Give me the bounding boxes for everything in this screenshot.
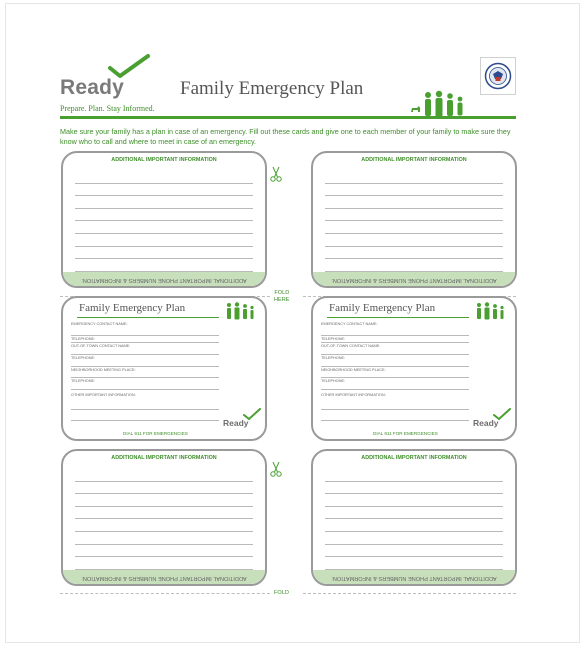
form-field-line[interactable] [321, 377, 469, 378]
card-strip-text: ADDITIONAL IMPORTANT PHONE NUMBERS & INFORMATION: [331, 277, 497, 283]
scissors-icon [270, 166, 282, 182]
fold-here-text: HERE [274, 296, 290, 303]
plan-form-card [61, 296, 267, 441]
fold-label-text: FOLD [274, 290, 290, 296]
form-field-line[interactable] [321, 335, 469, 336]
card-strip-text: ADDITIONAL IMPORTANT PHONE NUMBERS & INFORMATION: [331, 575, 497, 581]
form-field-label: OUT-OF-TOWN CONTACT NAME: [71, 344, 131, 348]
form-field-line[interactable] [71, 354, 219, 355]
fold-label-text: FOLD [274, 590, 289, 596]
card-heading: ADDITIONAL IMPORTANT INFORMATION [111, 157, 217, 163]
form-field-line[interactable] [321, 389, 469, 390]
plan-form-card [311, 296, 517, 441]
form-card-title: Family Emergency Plan [329, 302, 436, 314]
family-silhouette-icon [219, 302, 263, 320]
fold-line [60, 593, 270, 594]
form-card-ready: Ready [223, 418, 249, 428]
fold-line [303, 593, 516, 594]
form-field-label: OTHER IMPORTANT INFORMATION: [71, 393, 136, 397]
header-rule [60, 116, 516, 119]
card-strip-text: ADDITIONAL IMPORTANT PHONE NUMBERS & INFORMATION: [81, 575, 247, 581]
form-field-line[interactable] [321, 366, 469, 367]
info-card [61, 449, 267, 586]
family-silhouette-icon [469, 302, 513, 320]
family-silhouette-icon [408, 90, 478, 118]
form-field-label: NEIGHBORHOOD MEETING PLACE: [321, 368, 386, 372]
form-field-line[interactable] [71, 420, 219, 421]
form-field-line[interactable] [321, 342, 469, 343]
dhs-seal-icon [480, 57, 516, 95]
intro-text: Make sure your family has a plan in case of an emergency. Fill out these cards and give one to each member of your family to make sure they know who to call and where to meet in case of an emergency. [60, 127, 511, 146]
form-field-line[interactable] [71, 409, 219, 410]
info-card [311, 151, 517, 288]
form-field-line[interactable] [71, 335, 219, 336]
form-field-line[interactable] [321, 354, 469, 355]
form-field-label: TELEPHONE: [71, 356, 96, 360]
card-heading: ADDITIONAL IMPORTANT INFORMATION [361, 455, 467, 461]
card-heading: ADDITIONAL IMPORTANT INFORMATION [361, 157, 467, 163]
form-field-label: TELEPHONE: [321, 337, 346, 341]
form-card-title: Family Emergency Plan [79, 302, 186, 314]
fold-label [274, 290, 290, 303]
card-heading: ADDITIONAL IMPORTANT INFORMATION [111, 455, 217, 461]
info-card [61, 151, 267, 288]
logo-word: Ready [60, 76, 125, 99]
form-card-dial: DIAL 911 FOR EMERGENCIES [123, 431, 188, 436]
page-title: Family Emergency Plan [180, 78, 364, 99]
form-field-line[interactable] [71, 389, 219, 390]
form-field-label: TELEPHONE: [71, 379, 96, 383]
form-field-line[interactable] [71, 366, 219, 367]
form-card-ready: Ready [473, 418, 499, 428]
form-field-label: TELEPHONE: [321, 356, 346, 360]
form-field-label: OUT-OF-TOWN CONTACT NAME: [321, 344, 381, 348]
form-card-dial: DIAL 911 FOR EMERGENCIES [373, 431, 438, 436]
card-strip-text: ADDITIONAL IMPORTANT PHONE NUMBERS & INFORMATION: [81, 277, 247, 283]
form-field-label: NEIGHBORHOOD MEETING PLACE: [71, 368, 136, 372]
form-field-line[interactable] [71, 342, 219, 343]
form-field-label: OTHER IMPORTANT INFORMATION: [321, 393, 386, 397]
fold-label [274, 590, 289, 597]
form-field-label: EMERGENCY CONTACT NAME: [321, 322, 378, 326]
form-field-line[interactable] [71, 377, 219, 378]
form-field-line[interactable] [321, 420, 469, 421]
form-field-line[interactable] [321, 409, 469, 410]
info-card [311, 449, 517, 586]
logo-tagline: Prepare. Plan. Stay Informed. [60, 104, 155, 113]
form-field-label: TELEPHONE: [71, 337, 96, 341]
scissors-icon [270, 461, 282, 477]
form-field-label: EMERGENCY CONTACT NAME: [71, 322, 128, 326]
form-field-label: TELEPHONE: [321, 379, 346, 383]
